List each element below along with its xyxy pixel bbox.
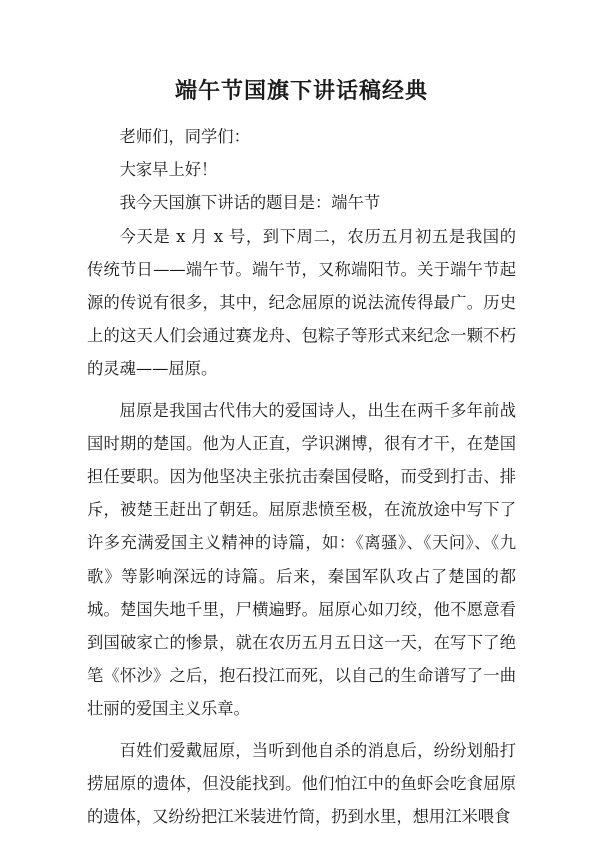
greeting-paragraph: 老师们，同学们：	[119, 127, 250, 146]
topic-paragraph: 我今天国旗下讲话的题目是：端午节	[119, 193, 381, 213]
body-paragraph-2: 屈原是我国古代伟大的爱国诗人，出生在两千多年前战国时期的楚国。他为人正直，学识渊博，很有才干，在楚国担任要职。因为他坚决主张抗击秦国侵略，而受到打击、排斥，被楚王赶出了朝廷。屈原悲愤至极，在流放途中写下了许多充满爱国主义精神的诗篇，如：《离骚》、《天问》、《九歌》等影响深远的诗篇。后来，秦国军队攻占了楚国的都城。楚国失地千里，尸横遍野。屈原心如刀绞，他不愿意看到国破家亡的惨景，就在农历五月五日这一天，在写下了绝笔《怀沙》之后，抱石投江而死，以自己的生命谱写了一曲壮丽的爱国主义乐章。	[87, 400, 516, 719]
morning-paragraph: 大家早上好！	[119, 160, 218, 180]
document-title: 端午节国旗下讲话稿经典	[174, 78, 428, 104]
body-paragraph-3: 百姓们爱戴屈原，当听到他自杀的消息后，纷纷划船打捞屈原的遗体，但没能找到。他们怕江中的鱼虾会吃食屈原的遗体，又纷纷把江米装进竹筒，扔到水里，想用江米喂食	[87, 740, 516, 827]
body-paragraph-1: 今天是 x 月 x 号，到下周二，农历五月初五是我国的传统节日——端午节。端午节，又称端阳节。关于端午节起源的传说有很多，其中，纪念屈原的说法流传得最广。历史上的这天人们会通过赛龙舟、包粽子等形式来纪念一颗不朽的灵魂——屈原。	[87, 226, 516, 379]
